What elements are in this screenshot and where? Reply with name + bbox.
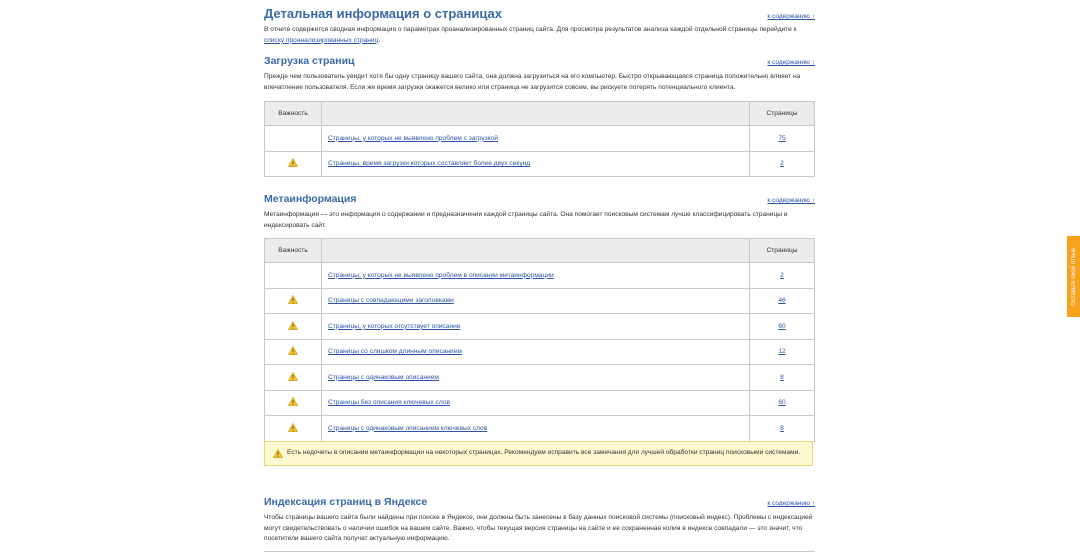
row-label-link[interactable]: Страницы, у которых не выявлено проблем с загрузкой bbox=[328, 134, 499, 142]
row-label-cell bbox=[322, 263, 750, 289]
warning-icon bbox=[288, 295, 298, 304]
analyzed-pages-link[interactable]: списку проанализированных страниц bbox=[264, 36, 379, 44]
indexing-toc-link[interactable]: к содержанию ↑ bbox=[767, 500, 815, 507]
row-count-cell bbox=[750, 365, 815, 391]
meta-warning-note bbox=[264, 441, 813, 466]
feedback-label: Оставьте свой отзыв bbox=[1070, 247, 1077, 306]
feedback-tab[interactable] bbox=[1067, 236, 1080, 317]
importance-cell bbox=[265, 416, 322, 442]
col-importance: Важность bbox=[265, 102, 322, 126]
warning-icon bbox=[288, 158, 298, 167]
warning-icon bbox=[288, 372, 298, 381]
table-row bbox=[265, 314, 815, 340]
table-row bbox=[265, 126, 815, 152]
row-count-cell bbox=[750, 126, 815, 152]
importance-cell bbox=[265, 314, 322, 340]
row-label-link[interactable]: Страницы с одинаковым описанием bbox=[328, 373, 439, 381]
table-row bbox=[265, 339, 815, 365]
col-pages: Страницы bbox=[750, 239, 815, 263]
row-count-cell bbox=[750, 263, 815, 289]
row-label-link[interactable]: Страницы без описания ключевых слов bbox=[328, 399, 450, 407]
row-count-cell bbox=[750, 339, 815, 365]
row-label-link[interactable]: Страницы, у которых не выявлено проблем в описании метаинформации bbox=[328, 271, 554, 279]
row-label-cell bbox=[322, 314, 750, 340]
row-label-cell bbox=[322, 151, 750, 177]
detail-desc-text: В отчете содержится сводная информация о параметрах проанализированных страниц сайта. Для просмотра результатов анализа каждой отдельной страницы перейдите к bbox=[264, 26, 797, 33]
loading-title: Загрузка страниц bbox=[264, 55, 355, 67]
row-label-cell bbox=[322, 365, 750, 391]
indexing-header bbox=[264, 496, 815, 508]
col-pages: Страницы bbox=[750, 102, 815, 126]
row-label-link[interactable]: Страницы, время загрузки которых составляет более двух секунд bbox=[328, 160, 531, 168]
row-label-link[interactable]: Страницы, у которых отсутствует описание bbox=[328, 322, 461, 330]
table-row bbox=[265, 390, 815, 416]
loading-toc-link[interactable]: к содержанию ↑ bbox=[767, 59, 815, 66]
row-count-link[interactable]: 60 bbox=[778, 322, 786, 330]
meta-table bbox=[264, 238, 815, 442]
row-label-link[interactable]: Страницы с совпадающими заголовками bbox=[328, 297, 454, 305]
warning-icon bbox=[288, 397, 298, 406]
row-label-link[interactable]: Страницы со слишком длинным описанием bbox=[328, 348, 462, 356]
row-count-cell bbox=[750, 390, 815, 416]
table-row bbox=[265, 151, 815, 177]
row-count-cell bbox=[750, 314, 815, 340]
importance-cell bbox=[265, 390, 322, 416]
loading-description: Прежде чем пользователь увидит хотя бы одну страницу вашего сайта, она должна загрузиться на его компьютер. Быстро открывающаяся страница положительно влияет на впечатление пользователя. Если же время загрузки окажется велико или страница не загрузится совсем, вы рискуете потерять потенциального клиента. bbox=[264, 73, 801, 91]
row-label-cell bbox=[322, 390, 750, 416]
loading-header bbox=[264, 55, 815, 67]
indexing-title: Индексация страниц в Яндексе bbox=[264, 496, 428, 508]
warning-icon bbox=[288, 321, 298, 330]
table-row bbox=[265, 365, 815, 391]
importance-cell bbox=[265, 288, 322, 314]
col-importance: Важность bbox=[265, 239, 322, 263]
page-title: Детальная информация о страницах bbox=[264, 6, 502, 21]
row-count-link[interactable]: 8 bbox=[780, 373, 784, 381]
importance-cell bbox=[265, 263, 322, 289]
table-row bbox=[265, 263, 815, 289]
row-label-cell bbox=[322, 416, 750, 442]
row-count-link[interactable]: 2 bbox=[780, 271, 784, 279]
importance-cell bbox=[265, 339, 322, 365]
table-header-row bbox=[265, 239, 815, 263]
warning-icon bbox=[288, 423, 298, 432]
col-name bbox=[322, 102, 750, 126]
indexing-description: Чтобы страницы вашего сайта были найдены при поиске в Яндексе, они должны быть занесены в базу данных поисковой системы (поисковый индекс). Проблемы с индексацией могут свидетельствовать о наличии ошибок на вашем сайте. Важно, чтобы текущая версия страницы на сайте и ее сохраненная копия в индексе совпадали — это значит, что посетители вашего сайта получат актуальную информацию. bbox=[264, 514, 813, 542]
warning-icon bbox=[288, 346, 298, 355]
meta-description: Метаинформация — это информация о содержании и предназначении каждой страницы сайта. Она помогает поисковым системам лучше классифицировать страницы и индексировать сайт. bbox=[264, 211, 788, 229]
row-count-cell bbox=[750, 288, 815, 314]
detail-toc-link[interactable]: к содержанию ↑ bbox=[767, 13, 815, 20]
row-count-link[interactable]: 2 bbox=[780, 160, 784, 168]
loading-table bbox=[264, 101, 815, 177]
meta-header bbox=[264, 193, 815, 205]
table-row bbox=[265, 416, 815, 442]
row-label-cell bbox=[322, 339, 750, 365]
row-label-link[interactable]: Страницы с одинаковым описанием ключевых слов bbox=[328, 424, 488, 432]
table-header-row bbox=[265, 102, 815, 126]
importance-cell bbox=[265, 365, 322, 391]
importance-cell bbox=[265, 151, 322, 177]
detail-description bbox=[264, 25, 815, 46]
col-name bbox=[322, 239, 750, 263]
importance-cell bbox=[265, 126, 322, 152]
meta-title: Метаинформация bbox=[264, 193, 357, 205]
row-count-link[interactable]: 46 bbox=[778, 297, 786, 305]
row-count-link[interactable]: 8 bbox=[780, 424, 784, 432]
warning-note-text: Есть недочеты в описании метаинформации на некоторых страницах. Рекомендуем исправить все замечания для лучшей обработки страниц поисковыми системами. bbox=[287, 449, 801, 456]
row-count-link[interactable]: 75 bbox=[778, 134, 786, 142]
table-row bbox=[265, 288, 815, 314]
row-count-link[interactable]: 60 bbox=[778, 399, 786, 407]
row-count-cell bbox=[750, 151, 815, 177]
warning-icon bbox=[273, 449, 283, 458]
detail-desc-end: . bbox=[378, 36, 381, 44]
row-count-link[interactable]: 12 bbox=[778, 348, 786, 356]
detail-header bbox=[264, 6, 815, 21]
row-label-cell bbox=[322, 126, 750, 152]
row-count-cell bbox=[750, 416, 815, 442]
meta-toc-link[interactable]: к содержанию ↑ bbox=[767, 197, 815, 204]
row-label-cell bbox=[322, 288, 750, 314]
